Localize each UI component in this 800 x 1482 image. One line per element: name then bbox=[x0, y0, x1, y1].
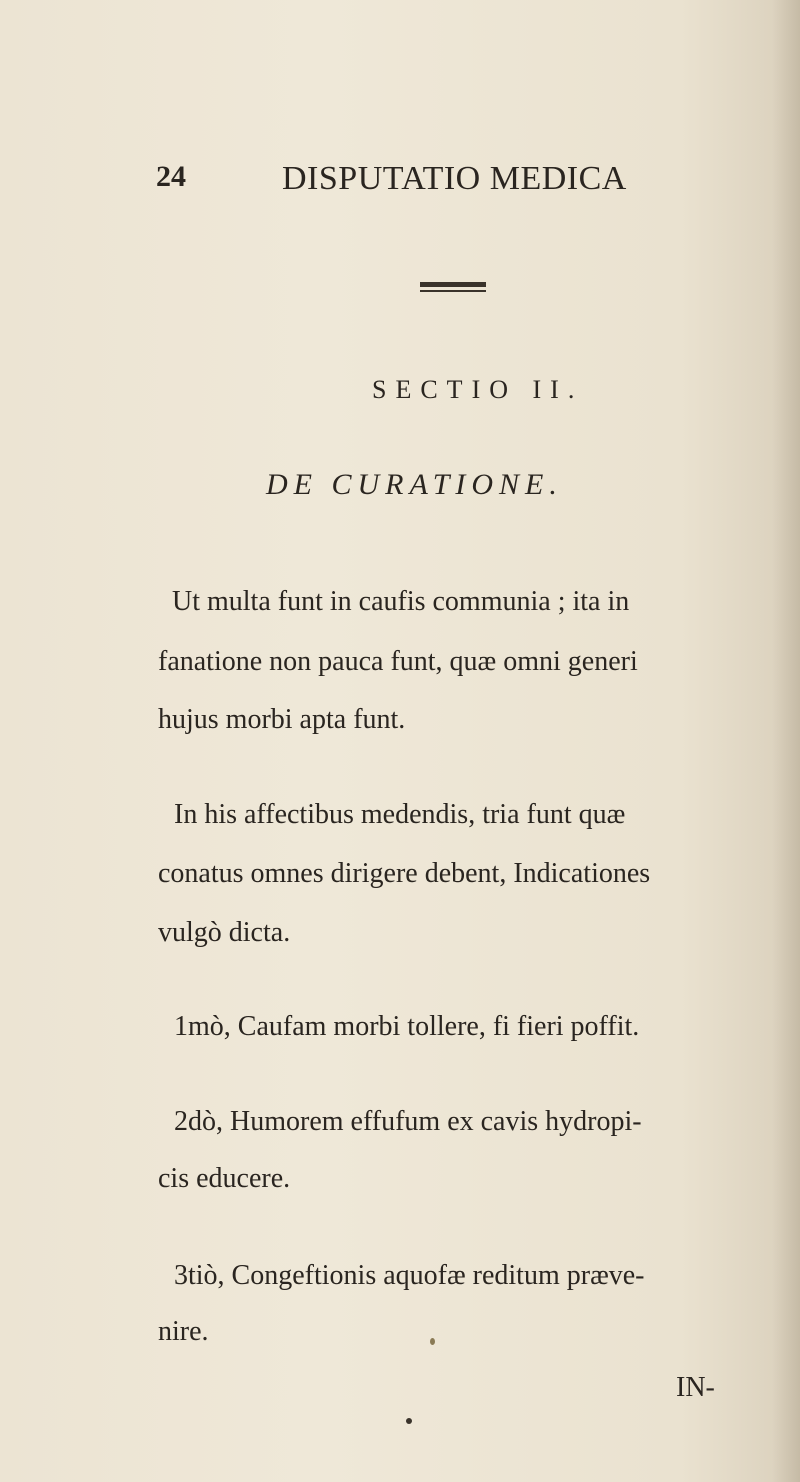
section-title: DE CURATIONE. bbox=[266, 468, 563, 501]
ink-speck bbox=[430, 1338, 435, 1345]
text-line: 1mò, Caufam morbi tollere, fi fieri poffit. bbox=[174, 1011, 640, 1042]
ornament-bar-thin bbox=[420, 290, 486, 292]
ornament-bar-thick bbox=[420, 282, 486, 287]
text-line: 2dò, Humorem effufum ex cavis hydropi- bbox=[174, 1106, 642, 1137]
text-line: hujus morbi apta funt. bbox=[158, 704, 406, 735]
ornament-rule bbox=[420, 282, 486, 294]
section-label: SECTIO II. bbox=[372, 375, 584, 404]
text-line: conatus omnes dirigere debent, Indicationes bbox=[158, 858, 651, 889]
page-edge-shadow bbox=[772, 0, 800, 1482]
text-line: Ut multa funt in caufis communia ; ita in bbox=[172, 586, 630, 617]
text-line: In his affectibus medendis, tria funt quæ bbox=[174, 799, 626, 830]
ink-speck bbox=[406, 1418, 412, 1424]
text-line: cis educere. bbox=[158, 1163, 291, 1194]
text-line: vulgò dicta. bbox=[158, 917, 291, 948]
text-line: nire. bbox=[158, 1316, 209, 1347]
text-line: 3tiò, Congeftionis aquofæ reditum præve- bbox=[174, 1260, 645, 1291]
catchword: IN- bbox=[676, 1372, 715, 1403]
page-number: 24 bbox=[156, 160, 186, 193]
running-title: DISPUTATIO MEDICA bbox=[282, 160, 627, 197]
text-line: fanatione non pauca funt, quæ omni generi bbox=[158, 646, 638, 677]
